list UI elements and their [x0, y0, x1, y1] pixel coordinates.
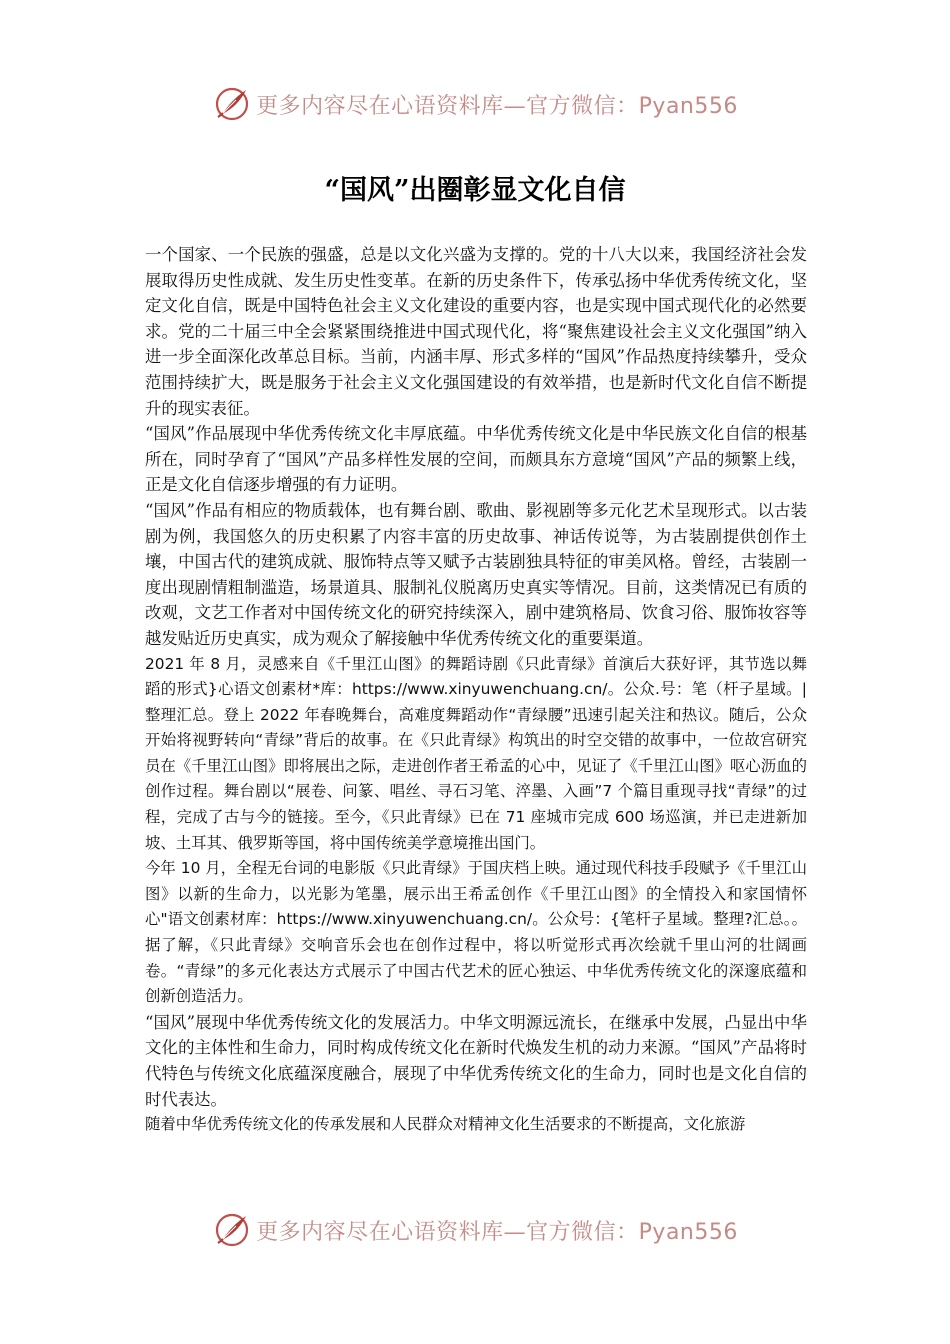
- quill-logo-icon: [212, 84, 252, 124]
- paragraph: 2021 年 8 月，灵感来自《千里江山图》的舞蹈诗剧《只此青绿》首演后大获好评，其节选以舞蹈的形式}心语文创素材*库：https://www.xinyuwenchuang.cn/。公众.号：笔（杆子星域。|整理汇总。登上 2022 年春晚舞台，高难度舞蹈动作“青绿腰”迅速引起关注和热议。随后，公众开始将视野转向“青绿”背后的故事。在《只此青绿》构筑出的时空交错的故事中，一位故宫研究员在《千里江山图》即将展出之际，走进创作者王希孟的心中，见证了《千里江山图》呕心沥血的创作过程。舞台剧以“展卷、问篆、唱丝、寻石习笔、淬墨、入画”7 个篇目重现寻找“青绿”的过程，完成了古与今的链接。至今，《只此青绿》已在 71 座城市完成 600 场巡演，并已走进新加坡、土耳其、俄罗斯等国，将中国传统美学意境推出国门。: [145, 654, 807, 852]
- header-banner: [0, 82, 950, 126]
- footer-banner: [0, 1208, 950, 1252]
- paragraph: “国风”展现中华优秀传统文化的发展活力。中华文明源远流长，在继承中发展，凸显出中华文化的主体性和生命力，同时构成传统文化在新时代焕发生机的动力来源。“国风”产品将时代特色与传统文化底蕴深度融合，展现了中华优秀传统文化的生命力，同时也是文化自信的时代表达。: [145, 1012, 807, 1109]
- article-body: [145, 242, 807, 1138]
- banner-text: 更多内容尽在心语资料库—官方微信：Pyan556: [256, 1219, 738, 1245]
- quill-logo-icon: [212, 1210, 252, 1250]
- paragraph: 一个国家、一个民族的强盛，总是以文化兴盛为支撑的。党的十八大以来，我国经济社会发展取得历史性成就、发生历史性变革。在新的历史条件下，传承弘扬中华优秀传统文化，坚定文化自信，既是中国特色社会主义文化建设的重要内容，也是实现中国式现代化的必然要求。党的二十届三中全会紧紧围绕推进中国式现代化，将“聚焦建设社会主义文化强国”纳入进一步全面深化改革总目标。当前，内涵丰厚、形式多样的“国风”作品热度持续攀升，受众范围持续扩大，既是服务于社会主义文化强国建设的有效举措，也是新时代文化自信不断提升的现实表征。: [145, 245, 807, 418]
- wechat-id: Pyan556: [638, 93, 738, 119]
- paragraph: 今年 10 月，全程无台词的电影版《只此青绿》于国庆档上映。通过现代科技手段赋予《千里江山图》以新的生命力，以光影为笔墨，展示出王希孟创作《千里江山图》的全情投入和家国情怀心"语文创素材库：https://www.xinyuwenchuang.cn/。公众号：{笔杆子星域。整理?汇总。。据了解，《只此青绿》交响音乐会也在创作过程中，将以听觉形式再次绘就千里山河的壮阔画卷。“青绿”的多元化表达方式展示了中国古代艺术的匠心独运、中华优秀传统文化的深邃底蕴和创新创造活力。: [145, 859, 807, 1006]
- page-title: “国风”出圈彰显文化自信: [324, 175, 626, 207]
- paragraph: 随着中华优秀传统文化的传承发展和人民群众对精神文化生活要求的不断提高，文化旅游: [145, 1115, 746, 1134]
- paragraph: “国风”作品展现中华优秀传统文化丰厚底蕴。中华优秀传统文化是中华民族文化自信的根基所在，同时孕育了“国风”产品多样性发展的空间，而颇具东方意境“国风”产品的频繁上线，正是文化自信逐步增强的有力证明。: [145, 424, 807, 495]
- banner-text: 更多内容尽在心语资料库—官方微信：Pyan556: [256, 93, 738, 119]
- paragraph: “国风”作品有相应的物质载体，也有舞台剧、歌曲、影视剧等多元化艺术呈现形式。以古装剧为例，我国悠久的历史积累了内容丰富的历史故事、神话传说等，为古装剧提供创作土壤，中国古代的建筑成就、服饰特点等又赋予古装剧独具特征的审美风格。曾经，古装剧一度出现剧情粗制滥造，场景道具、服制礼仪脱离历史真实等情况。目前，这类情况已有质的改观，文艺工作者对中国传统文化的研究持续深入，剧中建筑格局、饮食习俗、服饰妆容等越发贴近历史真实，成为观众了解接触中华优秀传统文化的重要渠道。: [145, 500, 807, 648]
- wechat-id: Pyan556: [638, 1219, 738, 1245]
